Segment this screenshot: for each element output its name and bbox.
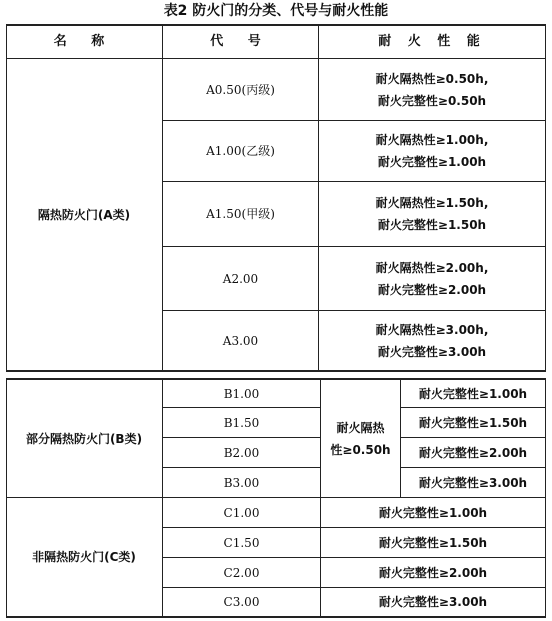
code-b-1-00: B1.00 xyxy=(223,386,260,401)
integrity-c-2-00: 耐火完整性≥2.00h xyxy=(378,565,488,580)
insulation-text: 耐火隔热性≥2.00h, xyxy=(375,260,489,275)
code-a-1-00: A1.00(乙级) xyxy=(206,144,275,158)
group-a-name: 隔热防火门(A类) xyxy=(37,207,131,222)
insulation-text: 耐火隔热性≥0.50h, xyxy=(375,71,489,86)
code-c-1-50: C1.50 xyxy=(223,535,260,550)
insulation-text: 耐火隔热性≥3.00h, xyxy=(375,322,489,337)
insulation-text: 耐火隔热性≥1.50h, xyxy=(375,196,489,210)
code-c-2-00: C2.00 xyxy=(223,565,260,580)
header-code: 代 号 xyxy=(210,34,271,49)
group-b-insulation xyxy=(321,380,400,497)
header-performance: 耐 火 性 能 xyxy=(378,34,486,49)
insulation-line-1: 耐火隔热 xyxy=(336,420,385,435)
integrity-text: 耐火完整性≥2.00h xyxy=(377,282,487,297)
integrity-b-1-00: 耐火完整性≥1.00h xyxy=(418,386,528,401)
integrity-c-3-00: 耐火完整性≥3.00h xyxy=(378,595,488,609)
group-b-name: 部分隔热防火门(B类) xyxy=(25,431,143,446)
integrity-text: 耐火完整性≥3.00h xyxy=(377,344,487,359)
performance-a-1-00 xyxy=(319,121,545,181)
integrity-b-2-00: 耐火完整性≥2.00h xyxy=(418,445,528,460)
integrity-c-1-50: 耐火完整性≥1.50h xyxy=(378,535,488,550)
code-a-0-50: A0.50(丙级) xyxy=(206,82,275,97)
performance-a-2-00 xyxy=(319,247,545,310)
performance-a-0-50 xyxy=(319,59,545,120)
performance-a-3-00 xyxy=(319,311,545,370)
code-c-1-00: C1.00 xyxy=(223,505,260,520)
code-a-1-50: A1.50(甲级) xyxy=(206,207,275,221)
code-b-3-00: B3.00 xyxy=(223,475,260,490)
insulation-text: 耐火隔热性≥1.00h, xyxy=(375,133,489,147)
code-a-3-00: A3.00 xyxy=(222,333,259,348)
integrity-b-1-50: 耐火完整性≥1.50h xyxy=(418,415,528,430)
integrity-text: 耐火完整性≥1.50h xyxy=(377,218,487,232)
integrity-text: 耐火完整性≥1.00h xyxy=(377,155,487,169)
performance-a-1-50 xyxy=(319,182,545,246)
group-c-name: 非隔热防火门(C类) xyxy=(32,550,136,564)
code-b-2-00: B2.00 xyxy=(223,445,260,460)
code-c-3-00: C3.00 xyxy=(223,595,260,609)
integrity-c-1-00: 耐火完整性≥1.00h xyxy=(378,505,488,520)
header-name: 名 称 xyxy=(53,34,115,49)
integrity-text: 耐火完整性≥0.50h xyxy=(377,93,487,108)
table-title: 表2 防火门的分类、代号与耐火性能 xyxy=(163,3,389,19)
insulation-line-2: 性≥0.50h xyxy=(330,442,391,457)
integrity-b-3-00: 耐火完整性≥3.00h xyxy=(418,475,528,490)
code-b-1-50: B1.50 xyxy=(223,415,260,430)
code-a-2-00: A2.00 xyxy=(222,271,259,286)
